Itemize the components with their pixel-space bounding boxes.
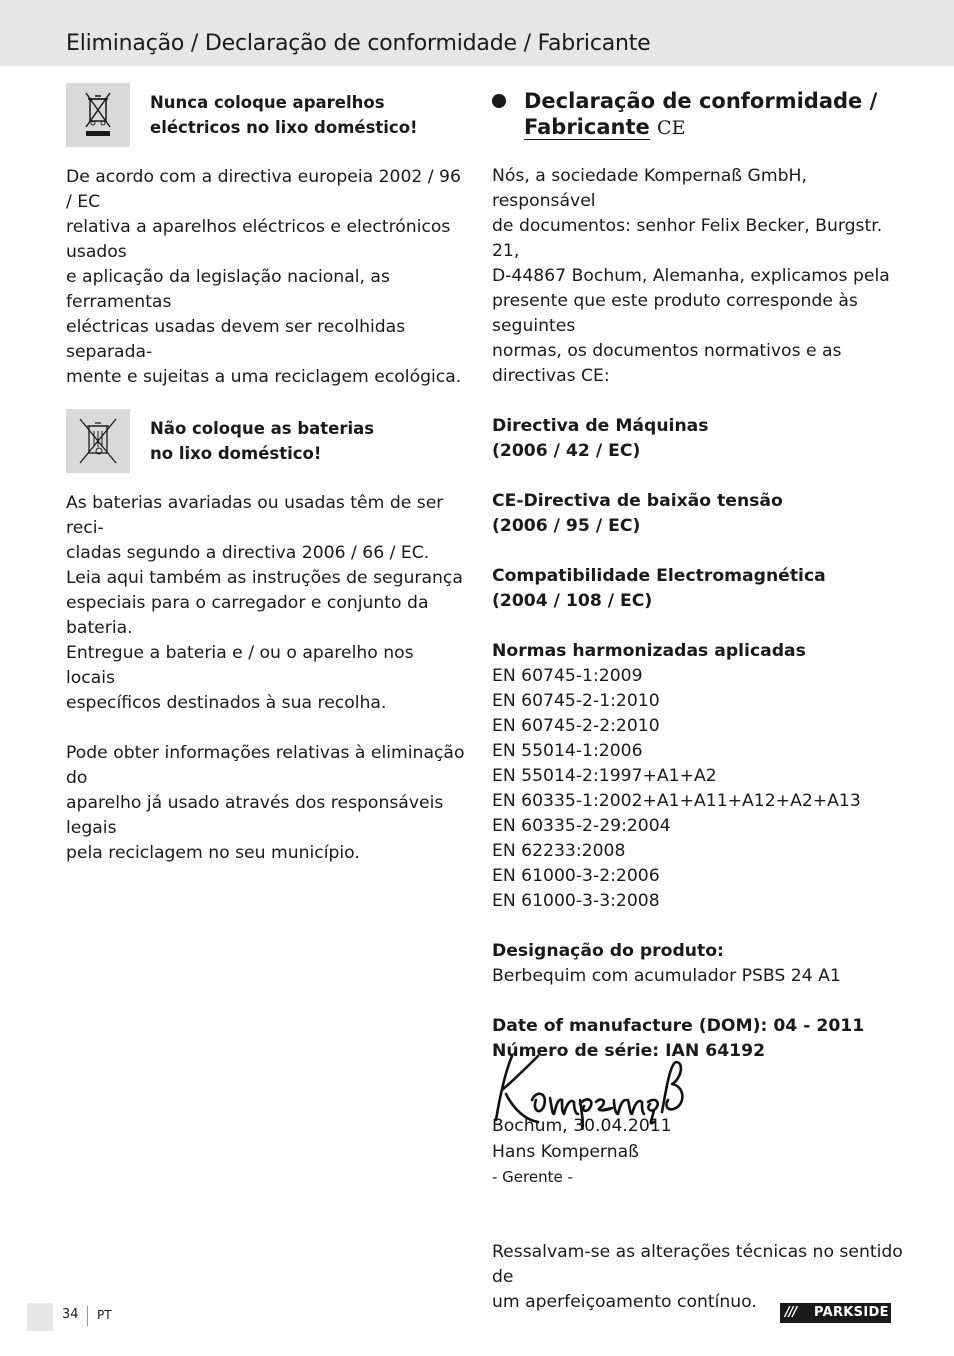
footer-box xyxy=(27,1303,53,1331)
directive-low-voltage xyxy=(492,489,912,539)
page-title: Eliminação / Declaração de conformidade / Fabricante xyxy=(66,31,651,56)
text-line: Ressalvam-se as alterações técnicas no sentido de xyxy=(492,1242,903,1287)
norm-item: EN 61000-3-2:2006 xyxy=(492,866,660,886)
place-date: Bochum, 30.04.2011 xyxy=(492,1116,672,1136)
signature xyxy=(492,1050,692,1134)
text-line: específicos destinados à sua recolha. xyxy=(66,693,387,713)
directive-code: (2006 / 42 / EC) xyxy=(492,441,641,461)
signer-name: Hans Kompernaß xyxy=(492,1142,639,1162)
heading-line-underlined: Fabricante xyxy=(524,115,650,139)
text-line: relativa a aparelhos eléctricos e electrónicos usados xyxy=(66,217,451,262)
directive-machinery xyxy=(492,414,912,464)
signature-scribble xyxy=(492,1050,692,1130)
norm-item: EN 60745-2-2:2010 xyxy=(492,716,660,736)
text-line: normas, os documentos normativos e as directivas CE: xyxy=(492,341,842,386)
warning-batteries xyxy=(66,409,466,473)
norm-item: EN 55014-1:2006 xyxy=(492,741,643,761)
product-label: Designação do produto: xyxy=(492,941,724,961)
text-line: aparelho já usado através dos responsáveis legais xyxy=(66,793,444,838)
product-designation xyxy=(492,939,912,989)
serial-number: Número de série: IAN 64192 xyxy=(492,1041,766,1061)
directive-emc xyxy=(492,564,912,614)
crossed-bin-icon xyxy=(66,83,130,147)
intro-paragraph xyxy=(492,164,912,389)
product-value: Berbequim com acumulador PSBS 24 A1 xyxy=(492,966,841,986)
disposal-paragraph xyxy=(66,165,466,390)
warning-line: Nunca coloque aparelhos xyxy=(150,93,385,112)
text-line: eléctricas usadas devem ser recolhidas separada- xyxy=(66,317,406,362)
language-code: PT xyxy=(97,1308,112,1322)
text-line: e aplicação da legislação nacional, as ferramentas xyxy=(66,267,390,312)
page-number: 34 xyxy=(62,1307,79,1322)
text-line: mente e sujeitas a uma reciclagem ecológica. xyxy=(66,367,462,387)
warning-line: no lixo doméstico! xyxy=(150,444,322,463)
text-line: Pode obter informações relativas à eliminação do xyxy=(66,743,465,788)
signer-role: - Gerente - xyxy=(492,1168,573,1186)
text-line: Entregue a bateria e / ou o aparelho nos locais xyxy=(66,643,414,688)
text-line: As baterias avariadas ou usadas têm de ser reci- xyxy=(66,493,444,538)
directive-code: (2006 / 95 / EC) xyxy=(492,516,641,536)
section-heading xyxy=(492,88,912,141)
norm-item: EN 61000-3-3:2008 xyxy=(492,891,660,911)
norm-item: EN 60745-1:2009 xyxy=(492,666,643,686)
info-paragraph xyxy=(66,741,466,866)
text-line: Leia aqui também as instruções de segurança xyxy=(66,568,463,588)
warning-electrical xyxy=(66,83,466,147)
signer-block xyxy=(492,1140,912,1190)
text-line: cladas segundo a directiva 2006 / 66 / EC. xyxy=(66,543,430,563)
norm-item: EN 60745-2-1:2010 xyxy=(492,691,660,711)
parkside-logo xyxy=(780,1303,891,1323)
date-of-manufacture: Date of manufacture (DOM): 04 - 2011 xyxy=(492,1016,865,1036)
warning-line: eléctricos no lixo doméstico! xyxy=(150,118,418,137)
text-line: de documentos: senhor Felix Becker, Burgstr. 21, xyxy=(492,216,883,261)
text-line: Nós, a sociedade Kompernaß GmbH, responsável xyxy=(492,166,807,211)
text-line: pela reciclagem no seu município. xyxy=(66,843,360,863)
left-column xyxy=(66,83,466,866)
norm-item: EN 55014-2:1997+A1+A2 xyxy=(492,766,717,786)
text-line: presente que este produto corresponde às seguintes xyxy=(492,291,858,336)
directive-code: (2004 / 108 / EC) xyxy=(492,591,653,611)
right-column xyxy=(492,88,912,1139)
text-line: um aperfeiçoamento contínuo. xyxy=(492,1292,757,1312)
warning-line: Não coloque as baterias xyxy=(150,419,375,438)
norms-list xyxy=(492,639,912,914)
text-line: D-44867 Bochum, Alemanha, explicamos pela xyxy=(492,266,890,286)
norm-item: EN 62233:2008 xyxy=(492,841,626,861)
text-line: especiais para o carregador e conjunto da bateria. xyxy=(66,593,429,638)
norm-item: EN 60335-1:2002+A1+A11+A12+A2+A13 xyxy=(492,791,861,811)
battery-paragraph xyxy=(66,491,466,716)
logo-slashes: /// xyxy=(785,1305,797,1320)
directive-title: CE-Directiva de baixão tensão xyxy=(492,491,783,511)
ce-mark-icon: CE xyxy=(657,117,686,139)
norms-title: Normas harmonizadas aplicadas xyxy=(492,641,806,661)
text-line: De acordo com a directiva europeia 2002 / 96 / EC xyxy=(66,167,461,212)
heading-line: Declaração de conformidade / xyxy=(524,89,878,113)
directive-title: Directiva de Máquinas xyxy=(492,416,709,436)
logo-text: PARKSIDE xyxy=(814,1305,889,1320)
footer-divider xyxy=(87,1306,88,1326)
crossed-bin-battery-icon xyxy=(66,409,130,473)
norm-item: EN 60335-2-29:2004 xyxy=(492,816,671,836)
directive-title: Compatibilidade Electromagnética xyxy=(492,566,826,586)
bullet-icon xyxy=(492,94,506,108)
